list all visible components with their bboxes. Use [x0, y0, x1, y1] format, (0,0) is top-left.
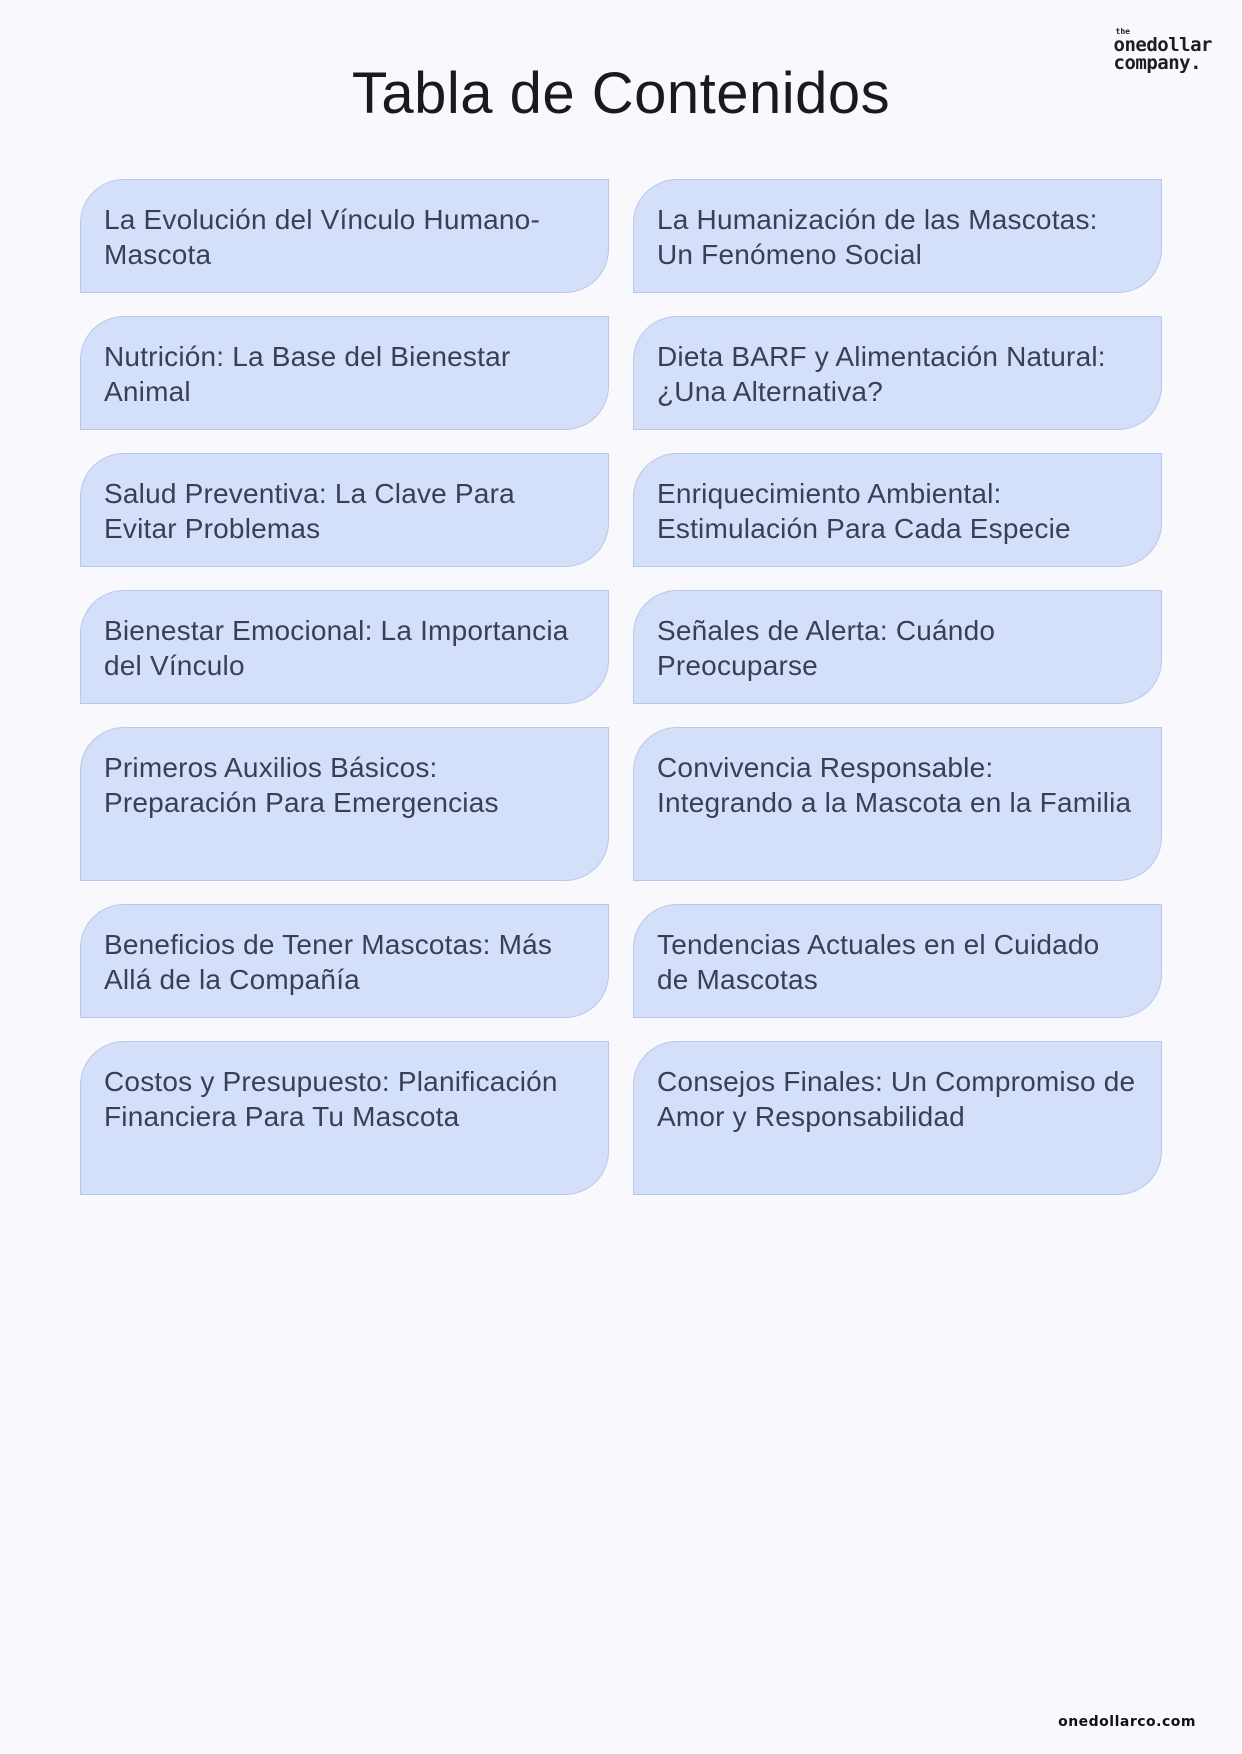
toc-item[interactable]: Nutrición: La Base del Bienestar Animal: [80, 316, 609, 430]
table-of-contents: [80, 179, 1162, 1195]
toc-item[interactable]: La Evolución del Vínculo Humano-Mascota: [80, 179, 609, 293]
toc-item[interactable]: Dieta BARF y Alimentación Natural: ¿Una Alternativa?: [633, 316, 1162, 430]
toc-item[interactable]: Tendencias Actuales en el Cuidado de Mascotas: [633, 904, 1162, 1018]
page-title: Tabla de Contenidos: [351, 61, 891, 126]
toc-item[interactable]: Consejos Finales: Un Compromiso de Amor y Responsabilidad: [633, 1041, 1162, 1195]
toc-item[interactable]: Convivencia Responsable: Integrando a la Mascota en la Familia: [633, 727, 1162, 881]
toc-item[interactable]: Costos y Presupuesto: Planificación Financiera Para Tu Mascota: [80, 1041, 609, 1195]
toc-item[interactable]: Beneficios de Tener Mascotas: Más Allá de la Compañía: [80, 904, 609, 1018]
toc-item[interactable]: Señales de Alerta: Cuándo Preocuparse: [633, 590, 1162, 704]
logo-line-2: company.: [1113, 51, 1202, 74]
logo-the: the: [1115, 27, 1130, 36]
logo-line-1: onedollar: [1113, 33, 1212, 56]
toc-item[interactable]: Primeros Auxilios Básicos: Preparación Para Emergencias: [80, 727, 609, 881]
toc-item[interactable]: Bienestar Emocional: La Importancia del Vínculo: [80, 590, 609, 704]
toc-item[interactable]: Salud Preventiva: La Clave Para Evitar Problemas: [80, 453, 609, 567]
toc-item[interactable]: Enriquecimiento Ambiental: Estimulación Para Cada Especie: [633, 453, 1162, 567]
footer-url[interactable]: onedollarco.com: [1058, 1714, 1196, 1730]
toc-item[interactable]: La Humanización de las Mascotas: Un Fenómeno Social: [633, 179, 1162, 293]
